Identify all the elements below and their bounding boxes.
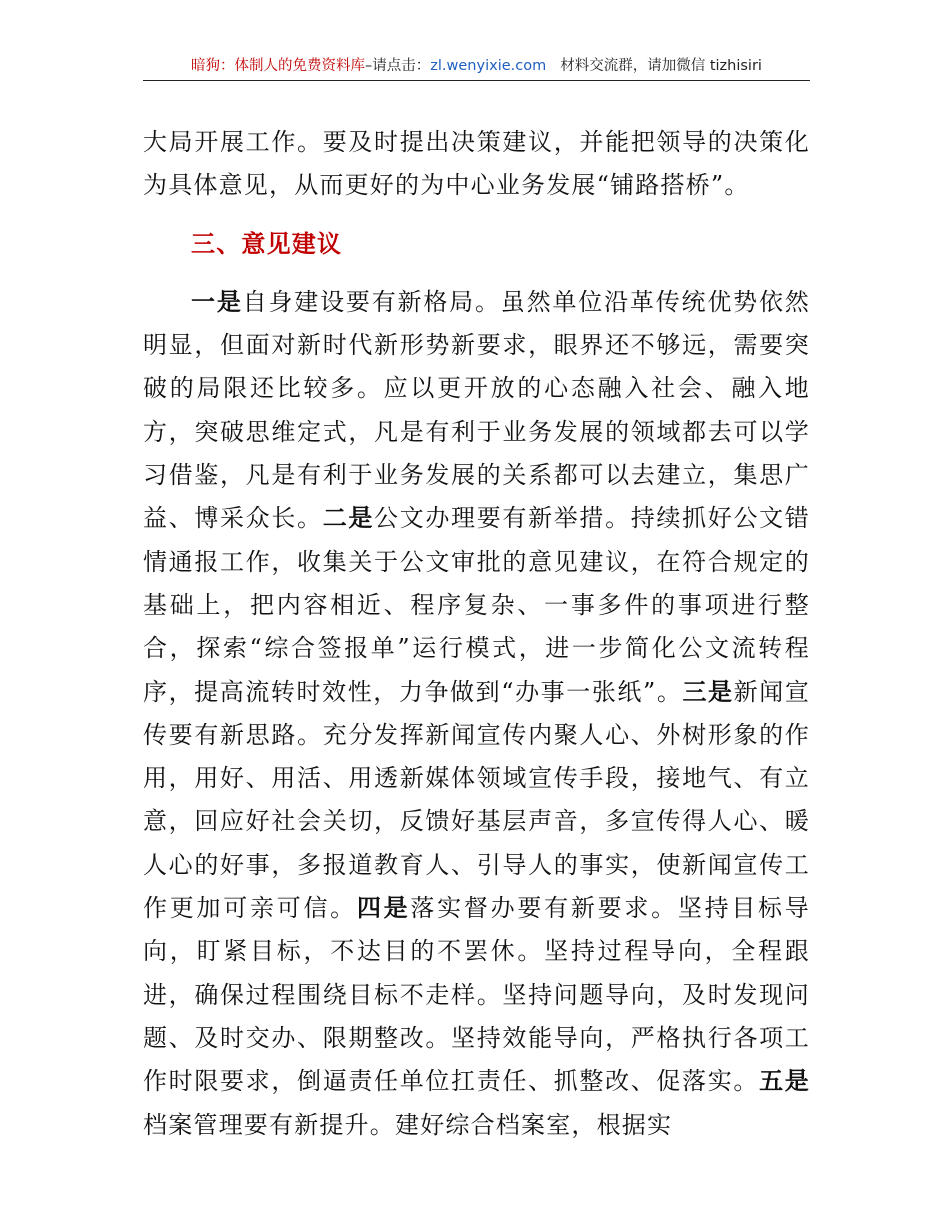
section-heading: 三、意见建议 <box>191 229 343 258</box>
continuation-paragraph: 大局开展工作。要及时提出决策建议，并能把领导的决策化为具体意见，从而更好的为中心业务发展“铺路搭桥”。 <box>143 128 810 200</box>
header-url-link[interactable]: zl.wenyixie.com <box>430 58 547 74</box>
item-text: 新闻宣传要有新思路。充分发挥新闻宣传内聚人心、外树形象的作用，用好、用活、用透新媒体领域宣传手段，接地气、有立意，回应好社会关切，反馈好基层声音，多宣传得人心、暖人心的好事，多报道教育人、引导人的事实，使新闻宣传工作更加可亲可信。 <box>143 677 811 923</box>
item-label: 二是 <box>322 504 375 533</box>
item-text: 自身建设要有新格局。虽然单位沿革传统优势依然明显，但面对新时代新形势新要求，眼界还不够远，需要突破的局限还比较多。应以更开放的心态融入社会、融入地方，突破思维定式，凡是有利于业务发展的领域都去可以学习借鉴，凡是有利于业务发展的关系都可以去建立，集思广益、博采众长。 <box>143 287 810 533</box>
suggestions-paragraph <box>143 281 810 1147</box>
item-label: 一是 <box>191 287 243 316</box>
item-label: 五是 <box>759 1067 810 1096</box>
header-click-prompt: –请点击： <box>365 58 431 74</box>
item-text: 档案管理要有新提升。建好综合档案室，根据实 <box>143 1110 673 1139</box>
document-body <box>143 121 810 1147</box>
item-text: 公文办理要有新举措。持续抓好公文错情通报工作，收集关于公文审批的意见建议，在符合规定的基础上，把内容相近、程序复杂、一事多件的事项进行整合，探索“综合签报单”运行模式，进一步简化公文流转程序，提高流转时效性，力争做到“办事一张纸”。 <box>143 504 810 706</box>
item-label: 三是 <box>682 677 734 706</box>
item-label: 四是 <box>356 894 411 923</box>
item-text: 落实督办要有新要求。坚持目标导向，盯紧目标，不达目的不罢休。坚持过程导向，全程跟进，确保过程围绕目标不走样。坚持问题导向，及时发现问题、及时交办、限期整改。坚持效能导向，严格执行各项工作时限要求，倒逼责任单位扛责任、抓整改、促落实。 <box>143 894 810 1096</box>
header-wechat-note: 材料交流群，请加微信 tizhisiri <box>560 58 762 74</box>
header-site-name: 暗狗：体制人的免费资料库 <box>191 58 366 74</box>
page-header <box>143 56 810 81</box>
